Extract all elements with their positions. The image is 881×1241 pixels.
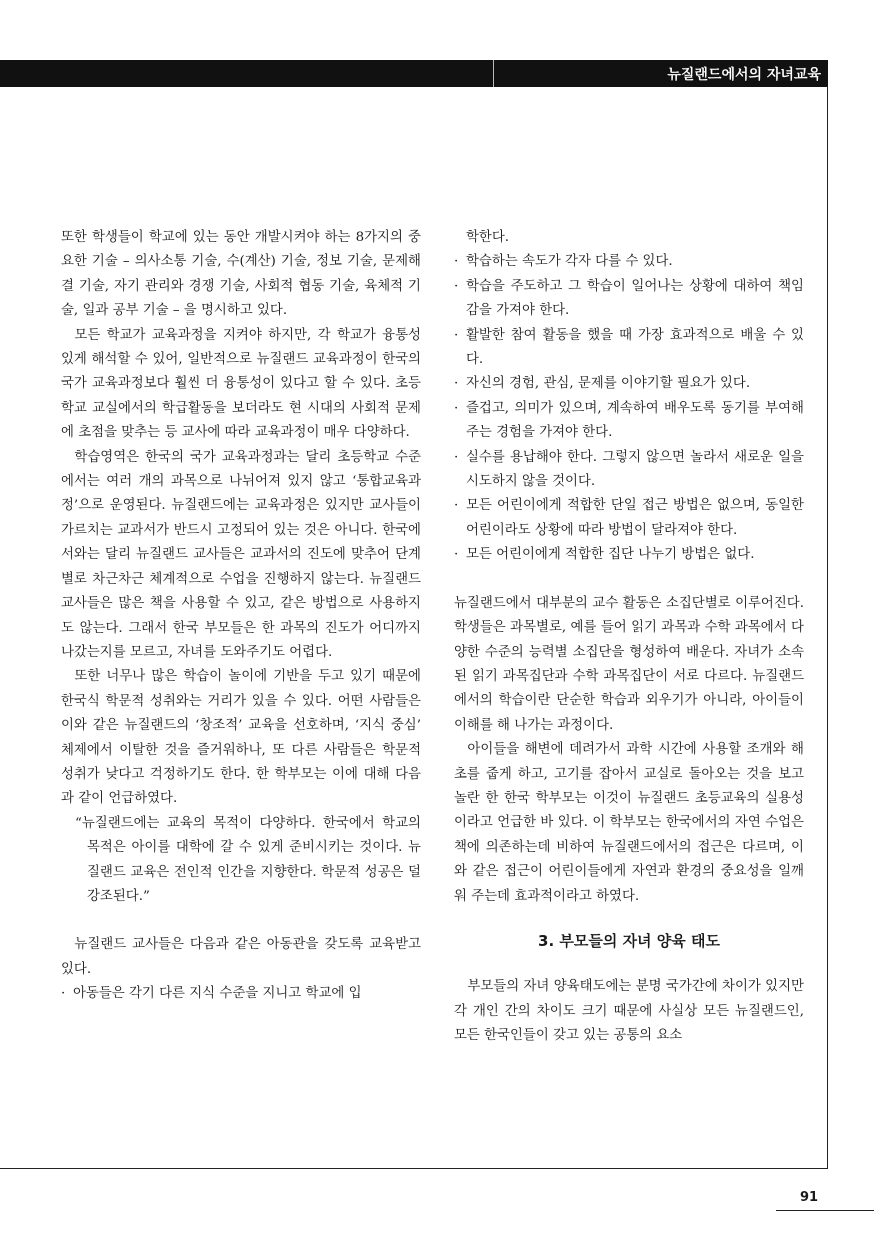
bullet-item: · 학습하는 속도가 각자 다를 수 있다. <box>454 250 804 274</box>
section-heading: 3. 부모들의 자녀 양육 태도 <box>538 931 720 950</box>
paragraph: 학습영역은 한국의 국가 교육과정과는 달리 초등학교 수준에서는 여러 개의 과목으로 나뉘어져 있지 않고 ‘통합교육과정’으로 운영된다. 뉴질랜드에는 교육과정은 있지만 교사들이 가르치는 교과서가 반드시 고정되어 있는 것은 아니다. 한국에서와는 달리 뉴질랜드 교사들은 교과서의 진도에 맞추어 단계별로 차근차근 체계적으로 수업을 진행하지 않는다. 뉴질랜드 교사들은 많은 책을 사용할 수 있고, 같은 방법으로 사용하지도 않는다. 그래서 한국 부모들은 한 과목의 진도가 어디까지 나갔는지를 모르고, 자녀를 도와주기도 어렵다. <box>61 449 421 660</box>
bullet-item: · 활발한 참여 활동을 했을 때 가장 효과적으로 배울 수 있다. <box>454 324 804 373</box>
paragraph: 또한 너무나 많은 학습이 놀이에 기반을 두고 있기 때문에 한국식 학문적 성취와는 거리가 있을 수 있다. 어떤 사람들은 이와 같은 뉴질랜드의 ‘창조적’ 교육을 선호하며, ‘지식 중심’ 체제에서 이탈한 것을 즐거워하나, 또 다른 사람들은 학문적 성취가 낮다고 걱정하기도 한다. 한 학부모는 이에 대해 다음과 같이 언급하였다. <box>61 669 421 807</box>
page-number: 91 <box>800 1190 819 1205</box>
bullet-item: · 자신의 경험, 관심, 문제를 이야기할 필요가 있다. <box>454 372 804 396</box>
header-divider <box>493 60 494 87</box>
paragraph: 모든 학교가 교육과정을 지켜야 하지만, 각 학교가 융통성 있게 해석할 수 있어, 일반적으로 뉴질랜드 교육과정이 한국의 국가 교육과정보다 훨씬 더 융통성이 있다고 할 수 있다. 초등학교 교실에서의 학급활동을 보더라도 현 시대의 사회적 문제에 초점을 맞추는 등 교사에 따라 교육과정이 매우 다양하다. <box>61 327 421 441</box>
paragraph: 부모들의 자녀 양육태도에는 분명 국가간에 차이가 있지만 각 개인 간의 차이도 크기 때문에 사실상 모든 뉴질랜드인, 모든 한국인들이 갖고 있는 공통의 요소 <box>454 979 804 1044</box>
bullet-list-start <box>61 982 421 1006</box>
bullet-item: · 즐겁고, 의미가 있으며, 계속하여 배우도록 동기를 부여해 주는 경험을 가져야 한다. <box>454 397 804 446</box>
bullet-continuation: 학한다. <box>466 230 510 245</box>
bullet-list <box>454 250 804 567</box>
block-quote: “뉴질랜드에는 교육의 목적이 다양하다. 한국에서 학교의 목적은 아이를 대학에 갈 수 있게 준비시키는 것이다. 뉴질랜드 교육은 전인적 인간을 지향한다. 학문적 성공은 덜 강조된다.” <box>75 815 421 904</box>
paragraph: 아이들을 해변에 데려가서 과학 시간에 사용할 조개와 해초를 줍게 하고, 고기를 잡아서 교실로 돌아오는 것을 보고 놀란 한 한국 학부모는 이것이 뉴질랜드 초등교육의 실용성이라고 언급한 바 있다. 이 학부모는 한국에서의 자연 수업은 책에 의존하는데 비하여 뉴질랜드에서의 접근은 다르며, 이와 같은 접근이 어린이들에게 자연과 환경의 중요성을 일깨워 주는데 효과적이라고 하였다. <box>454 742 804 904</box>
page-frame-right-rule <box>827 86 828 1169</box>
bullet-item: · 모든 어린이에게 적합한 집단 나누기 방법은 없다. <box>454 543 804 567</box>
left-column <box>61 226 421 1007</box>
running-header-title: 뉴질랜드에서의 자녀교육 <box>667 67 821 83</box>
paragraph: 또한 학생들이 학교에 있는 동안 개발시켜야 하는 8가지의 중요한 기술 – 의사소통 기술, 수(계산) 기술, 정보 기술, 문제해결 기술, 자기 관리와 경쟁 기술, 사회적 협동 기술, 육체적 기술, 일과 공부 기술 – 을 명시하고 있다. <box>61 230 421 319</box>
bullet-item: · 학습을 주도하고 그 학습이 일어나는 상황에 대하여 책임감을 가져야 한다. <box>454 275 804 324</box>
bullet-item: · 실수를 용납해야 한다. 그렇지 않으면 놀라서 새로운 일을 시도하지 않을 것이다. <box>454 446 804 495</box>
right-column <box>454 226 804 1049</box>
bullet-item: · 아동들은 각기 다른 지식 수준을 지니고 학교에 입 <box>61 982 421 1006</box>
page-frame-bottom-rule <box>0 1168 828 1169</box>
paragraph: 뉴질랜드에서 대부분의 교수 활동은 소집단별로 이루어진다. 학생들은 과목별로, 예를 들어 읽기 과목과 수학 과목에서 다양한 수준의 능력별 소집단을 형성하여 배운다. 자녀가 소속된 읽기 과목집단과 수학 과목집단이 서로 다르다. 뉴질랜드에서의 학습이란 단순한 학습과 외우기가 아니라, 아이들이 이해를 해 나가는 과정이다. <box>454 595 804 733</box>
page-number-rule <box>776 1210 874 1211</box>
bullet-item: · 모든 어린이에게 적합한 단일 접근 방법은 없으며, 동일한 어린이라도 상황에 따라 방법이 달라져야 한다. <box>454 494 804 543</box>
paragraph: 뉴질랜드 교사들은 다음과 같은 아동관을 갖도록 교육받고 있다. <box>61 937 421 977</box>
